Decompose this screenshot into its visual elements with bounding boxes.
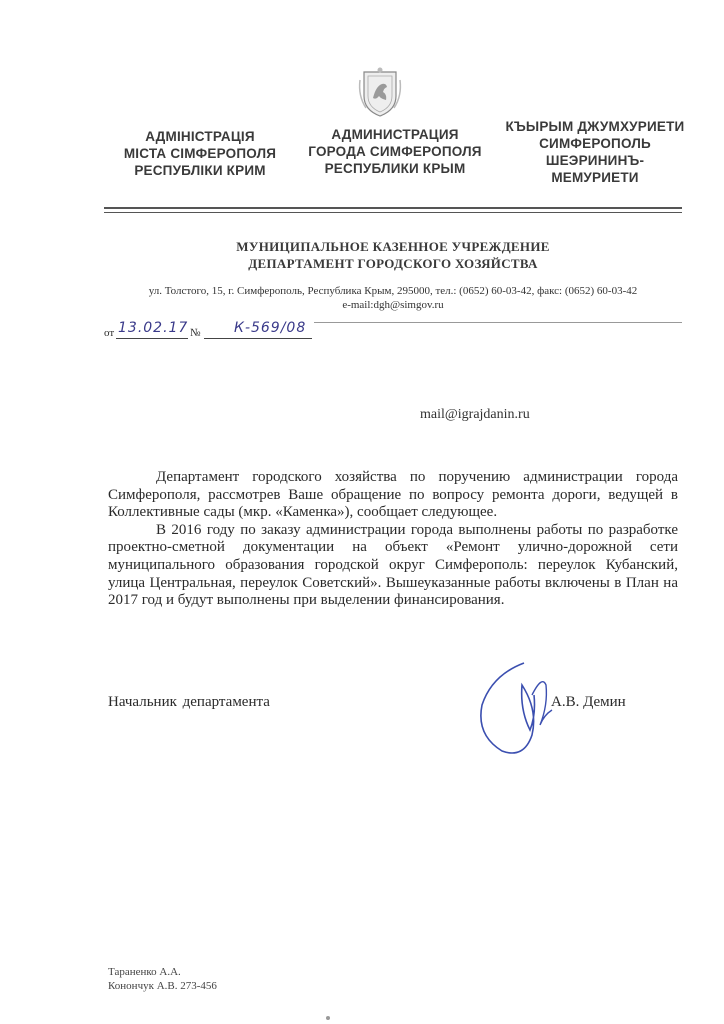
header-russian-block: АДМИНИСТРАЦИЯ ГОРОДА СИМФЕРОПОЛЯ РЕСПУБЛИКИ КРЫМ bbox=[308, 127, 482, 176]
letter-body bbox=[108, 469, 678, 610]
signatory-name: А.В. Демин bbox=[551, 694, 626, 710]
executor-line-1: Тараненко А.А. bbox=[108, 966, 181, 978]
signatory-title: Начальник департамента bbox=[108, 694, 270, 710]
body-paragraph-1: Департамент городского хозяйства по поручению администрации города Симферополя, рассмотрев Ваше обращение по вопросу ремонта дороги, ведущей в Коллективные сады (мкр. «Каменка»), сообщает следующее. bbox=[108, 469, 678, 521]
header-rule-thin bbox=[104, 212, 682, 213]
org-line-1: МУНИЦИПАЛЬНОЕ КАЗЕННОЕ УЧРЕЖДЕНИЕ bbox=[236, 239, 550, 254]
org-email: e-mail:dgh@simgov.ru bbox=[342, 299, 444, 311]
reference-from-label: от bbox=[104, 327, 115, 339]
recipient-email: mail@igrajdanin.ru bbox=[420, 407, 530, 422]
scan-speck bbox=[326, 1016, 330, 1020]
header-crimean-tatar-block: КЪЫРЫМ ДЖУМХУРИЕТИ СИМФЕРОПОЛЬ ШЕЭРИНИНЪ- МЕМУРИЕТИ bbox=[505, 119, 685, 185]
date-underline bbox=[116, 338, 188, 339]
executor-line-2: Конончук А.В. 273-456 bbox=[108, 980, 217, 992]
reference-row bbox=[104, 320, 314, 342]
header-rule-thick bbox=[104, 207, 682, 209]
reference-date: 13.02.17 bbox=[118, 320, 189, 336]
number-underline bbox=[204, 338, 312, 339]
reference-number: К-569/08 bbox=[234, 320, 307, 336]
crimea-coat-of-arms-icon bbox=[356, 66, 404, 118]
reference-rule bbox=[314, 322, 682, 323]
org-line-2: ДЕПАРТАМЕНТ ГОРОДСКОГО ХОЗЯЙСТВА bbox=[248, 256, 538, 271]
org-address: ул. Толстого, 15, г. Симферополь, Республика Крым, 295000, тел.: (0652) 60-03-42, факс: (0652) 60-03-42 bbox=[148, 285, 638, 297]
header-ukrainian-block: АДМІНІСТРАЦІЯ МІСТА СІМФЕРОПОЛЯ РЕСПУБЛІКИ КРИМ bbox=[123, 129, 277, 178]
reference-number-label: № bbox=[190, 327, 201, 339]
body-paragraph-2: В 2016 году по заказу администрации города выполнены работы по разработке проектно-сметной документации на объект «Ремонт улично-дорожной сети муниципального образования городской округ Симферополь: переулок Кубанский, улица Центральная, переулок Советский». Вышеуказанные работы включены в План на 2017 год и будут выполнены при выделении финансирования. bbox=[108, 521, 678, 609]
